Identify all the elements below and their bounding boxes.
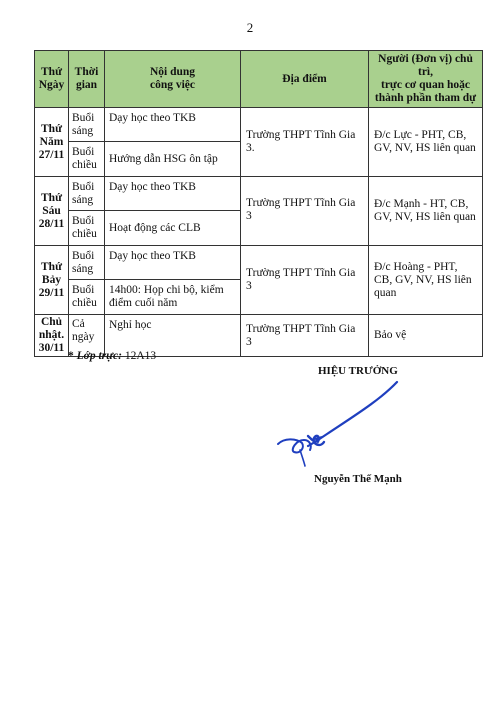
- responsible-cell: Bảo vệ: [369, 315, 483, 357]
- header-session: Thời gian: [69, 51, 105, 108]
- session-cell: Buổi chiều: [69, 280, 105, 315]
- session-cell: Buổi sáng: [69, 108, 105, 142]
- session-cell: Buổi chiều: [69, 211, 105, 246]
- task-cell: Hướng dẫn HSG ôn tập: [105, 142, 241, 177]
- table-row: [35, 108, 483, 142]
- location-cell: Trường THPT Tĩnh Gia 3: [241, 177, 369, 246]
- table-header-row: [35, 51, 483, 108]
- location-cell: Trường THPT Tĩnh Gia 3: [241, 246, 369, 315]
- session-cell: Buổi sáng: [69, 177, 105, 211]
- header-responsible: Người (Đơn vị) chủ trì, trực cơ quan hoặc thành phần tham dự: [369, 51, 483, 108]
- day-cell: Thứ Năm 27/11: [35, 108, 69, 177]
- signer-name: Nguyễn Thế Mạnh: [314, 473, 402, 485]
- signature-title: HIỆU TRƯỞNG: [318, 365, 398, 377]
- task-cell: Dạy học theo TKB: [105, 177, 241, 211]
- table-row: [35, 177, 483, 211]
- responsible-cell: Đ/c Lực - PHT, CB, GV, NV, HS liên quan: [369, 108, 483, 177]
- note-bullet: *: [68, 350, 74, 362]
- day-cell: Thứ Sáu 28/11: [35, 177, 69, 246]
- schedule-table: [34, 50, 483, 357]
- page-number: 2: [246, 20, 254, 35]
- header-location: Địa điểm: [241, 51, 369, 108]
- handwritten-signature: [272, 378, 422, 470]
- session-cell: Cả ngày: [69, 315, 105, 357]
- header-day: Thứ Ngày: [35, 51, 69, 108]
- note-label: Lớp trực:: [76, 350, 122, 362]
- header-content: Nội dung công việc: [105, 51, 241, 108]
- location-cell: Trường THPT Tĩnh Gia 3: [241, 315, 369, 357]
- task-cell: 14h00: Họp chi bộ, kiểm điểm cuối năm: [105, 280, 241, 315]
- location-cell: Trường THPT Tĩnh Gia 3.: [241, 108, 369, 177]
- table-row: [35, 246, 483, 280]
- day-cell: Chủ nhật. 30/11: [35, 315, 69, 357]
- task-cell: Dạy học theo TKB: [105, 108, 241, 142]
- responsible-cell: Đ/c Mạnh - HT, CB, GV, NV, HS liên quan: [369, 177, 483, 246]
- session-cell: Buổi sáng: [69, 246, 105, 280]
- responsible-cell: Đ/c Hoàng - PHT, CB, GV, NV, HS liên quan: [369, 246, 483, 315]
- day-cell: Thứ Bảy 29/11: [35, 246, 69, 315]
- session-cell: Buổi chiều: [69, 142, 105, 177]
- note-value: 12A13: [124, 350, 157, 362]
- task-cell: Hoạt động các CLB: [105, 211, 241, 246]
- task-cell: Dạy học theo TKB: [105, 246, 241, 280]
- duty-class-note: [68, 350, 156, 362]
- task-cell: Nghỉ học: [105, 315, 241, 357]
